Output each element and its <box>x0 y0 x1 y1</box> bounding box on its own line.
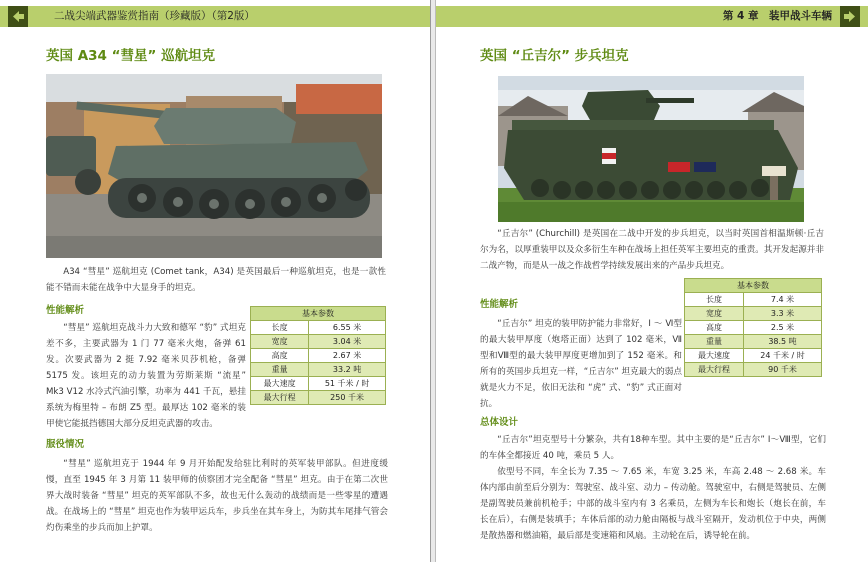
param-label: 重量 <box>251 363 309 377</box>
section-heading-performance: 性能解析 <box>46 305 85 316</box>
table-row <box>251 321 386 335</box>
table-row <box>251 335 386 349</box>
comet-tank-photo <box>46 74 382 258</box>
param-label: 最大行程 <box>685 363 744 377</box>
table-row <box>685 307 822 321</box>
arrow-left-icon <box>12 11 24 22</box>
table-row <box>685 363 822 377</box>
param-label: 长度 <box>685 293 744 307</box>
param-value: 51 千米 / 时 <box>309 377 386 391</box>
tank-photo-image <box>46 74 382 258</box>
param-value: 2.67 米 <box>309 349 386 363</box>
params-table-comet <box>250 306 386 405</box>
page-title-churchill: 英国 “丘吉尔” 步兵坦克 <box>480 48 629 64</box>
table-row <box>685 321 822 335</box>
param-label: 宽度 <box>251 335 309 349</box>
intro-paragraph: A34 “彗星” 巡航坦克 (Comet tank，A34) 是英国最后一种巡航坦克，也是一款性能不错而未能在战争中大显身手的坦克。 <box>46 267 386 293</box>
performance-paragraph: “彗星” 巡航坦克战斗力大致和德军 “豹” 式坦克差不多，主要武器为 1 门 77 毫米火炮，备弹 61 发。次要武器为 2 挺 7.92 毫米贝莎机枪，备弹 5175 发。该坦克的动力装置为劳斯莱斯 “流星” Mk3 V12 水冷式汽油引擎，功率为 441 千瓦，悬挂系统为梅里特 – 布朗 Z5 型。最厚达 102 毫米的装甲使它能抵挡德国大部分反坦克武器的攻击。 <box>46 323 246 429</box>
right-page-header <box>436 6 868 27</box>
performance-paragraph: “丘吉尔” 坦克的装甲防护能力非常好，Ⅰ ～ Ⅵ型的最大装甲厚度（炮塔正面）达到了 102 毫米，Ⅶ型和Ⅷ型的最大装甲厚度更增加到了 152 毫米。和所有的英国步兵坦克一样，“丘吉尔” 坦克最大的弱点就是火力不足，依旧无法和 “虎” 式、“豹” 式正面对抗。 <box>480 319 682 409</box>
param-value: 7.4 米 <box>744 293 822 307</box>
param-label: 高度 <box>685 321 744 335</box>
param-label: 重量 <box>685 335 744 349</box>
param-label: 最大速度 <box>685 349 744 363</box>
param-value: 3.04 米 <box>309 335 386 349</box>
page-title-comet: 英国 A34 “彗星” 巡航坦克 <box>46 48 216 64</box>
param-label: 最大行程 <box>251 391 309 405</box>
intro-paragraph: “丘吉尔” (Churchill) 是英国在二战中开发的步兵坦克，以当时英国首相温斯顿·丘吉尔为名，以厚重装甲以及众多衍生车种在战场上担任英军主要坦克的重责。其开发起源并非二战产物，而是从一战之作战哲学持续发展出来的产品步兵坦克。 <box>480 229 824 271</box>
header-tab-left <box>8 6 28 27</box>
design-paragraph-2: 依型号不同，车全长为 7.35 ～ 7.65 米，车宽 3.25 米，车高 2.48 ～ 2.68 米。车体内部由前至后分别为：驾驶室、战斗室、动力 – 传动舱。驾驶室中，右侧是驾驶员、左侧是副驾驶员兼前机枪手；中部的战斗室内有 3 名乘员，左侧为车长和炮长（炮长在前，车长在后），右侧是装填手；车体后部的动力舱由隔板与战斗室隔开，发动机位于中央，两侧是散热器和燃油箱，最后部是变速箱和风扇。主动轮在后，诱导轮在前。 <box>480 467 826 541</box>
param-label: 长度 <box>251 321 309 335</box>
table-row <box>685 293 822 307</box>
params-table-churchill <box>684 278 822 377</box>
right-page <box>436 0 868 562</box>
table-row <box>251 391 386 405</box>
param-value: 24 千米 / 时 <box>744 349 822 363</box>
service-paragraph: “彗星” 巡航坦克于 1944 年 9 月开始配发给驻比利时的英军装甲部队。但进度缓慢，直至 1945 年 3 月第 11 装甲师的侦察团才完全配备 “彗星” 坦克。由于在第二次世界大战时装备 “彗星” 坦克的英军部队不多，故也无什么轰动的战绩而是一些零星的遭遇战。在战场上的 “彗星” 坦克也作为装甲运兵车，步兵坐在其车身上，为防其车尾排气管会灼伤乘坐的步兵而加上护罩。 <box>46 459 388 533</box>
params-table-title: 基本参数 <box>685 279 822 293</box>
section-heading-service: 服役情况 <box>46 439 85 450</box>
section-heading-design: 总体设计 <box>480 417 519 428</box>
param-value: 90 千米 <box>744 363 822 377</box>
param-label: 最大速度 <box>251 377 309 391</box>
churchill-tank-photo <box>498 76 804 222</box>
param-value: 3.3 米 <box>744 307 822 321</box>
param-value: 250 千米 <box>309 391 386 405</box>
param-value: 2.5 米 <box>744 321 822 335</box>
param-value: 38.5 吨 <box>744 335 822 349</box>
param-label: 宽度 <box>685 307 744 321</box>
chapter-title: 第 4 章 装甲战斗车辆 <box>722 10 832 22</box>
section-heading-performance: 性能解析 <box>480 299 519 310</box>
table-row <box>251 363 386 377</box>
tank-photo-image <box>498 76 804 222</box>
param-value: 6.55 米 <box>309 321 386 335</box>
book-title: 二战尖端武器鉴赏指南（珍藏版）（第2版） <box>54 10 255 22</box>
header-tab-right <box>840 6 860 27</box>
param-value: 33.2 吨 <box>309 363 386 377</box>
design-paragraph-1: “丘吉尔”坦克型号十分繁杂，共有18种车型。其中主要的是“丘吉尔” Ⅰ～Ⅷ型，它们的车体全都接近 40 吨，乘员 5 人。 <box>480 435 826 461</box>
params-table-title: 基本参数 <box>251 307 386 321</box>
table-row <box>685 335 822 349</box>
param-label: 高度 <box>251 349 309 363</box>
left-page-header <box>0 6 430 27</box>
left-page <box>0 0 430 562</box>
arrow-right-icon <box>844 11 856 22</box>
table-row <box>685 349 822 363</box>
table-row <box>251 377 386 391</box>
table-row <box>251 349 386 363</box>
